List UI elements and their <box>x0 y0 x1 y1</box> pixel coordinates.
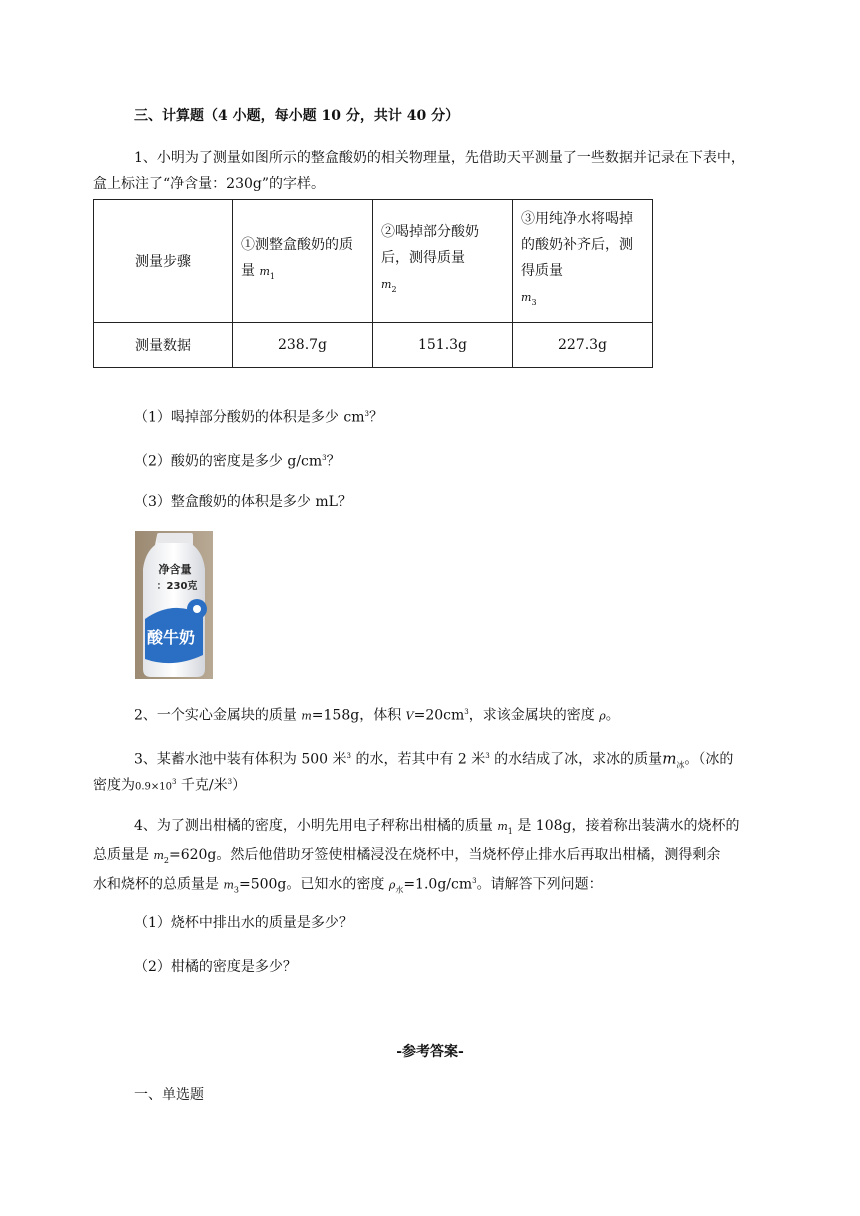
table-col3: ③用纯净水将喝掉的酸奶补齐后，测得质量 $m_3$ <box>513 200 653 323</box>
q4-line1: 4、为了测出柑橘的密度，小明先用电子秤称出柑橘的质量 $m_1$ 是 108g，接着称出装满水的烧杯的 <box>134 818 740 836</box>
q4-line2: 总质量是 $m_2=620g$。然后他借助牙签使柑橘浸没在烧杯中，当烧杯停止排水后再取出柑橘，测得剩余 <box>93 847 721 865</box>
table-row <box>94 200 653 323</box>
table-col1: ①测整盒酸奶的质量 $m_1$ <box>233 200 373 323</box>
yogurt-bottle-image <box>135 531 213 679</box>
bottle-label-1: 净含量 <box>158 563 192 576</box>
q3-line1: 3、某蓄水池中装有体积为 500 米$^3$ 的水，若其中有 2 米$^3$ 的水结成了冰，求冰的质量$m_冰$。（冰的 <box>134 749 734 770</box>
table-header-label: 测量步骤 <box>94 200 233 323</box>
table-value-1: 238.7g <box>233 323 373 368</box>
q3-line2: 密度为$0.9\times 10^3$ 千克/米$^3$） <box>93 777 247 794</box>
q2-text: 2、一个实心金属块的质量 m=158g，体积 $V=20cm^3$，求该金属块的密度 ρ。 <box>134 707 620 724</box>
q1-sub3: （3）整盒酸奶的体积是多少 mL？ <box>134 494 352 510</box>
answer-title: -参考答案- <box>396 1044 464 1060</box>
table-value-3: 227.3g <box>513 323 653 368</box>
section-title: 三、计算题（4 小题，每小题 10 分，共计 40 分） <box>134 108 460 124</box>
q1-text-line2: 盒上标注了“净含量：230g”的字样。 <box>93 176 325 192</box>
table-row <box>94 323 653 368</box>
bottle-label-2: ：230克 <box>156 581 198 592</box>
measurement-table <box>93 199 653 368</box>
q1-text-line1: 1、小明为了测量如图所示的整盒酸奶的相关物理量，先借助天平测量了一些数据并记录在下表中， <box>134 150 745 166</box>
bottle-brand: 酸牛奶 <box>146 628 196 647</box>
q1-sub2: （2）酸奶的密度是多少 $g/cm^3$？ <box>134 453 341 470</box>
answer-section: 一、单选题 <box>134 1087 204 1103</box>
q4-sub2: （2）柑橘的密度是多少？ <box>134 959 297 975</box>
table-col2: ②喝掉部分酸奶后，测得质量 $m_2$ <box>373 200 513 323</box>
q4-line3: 水和烧杯的总质量是 $m_3=500g$。已知水的密度 $\rho_水=1.0g/cm^3$。请解答下列问题： <box>93 876 603 895</box>
q1-sub1: （1）喝掉部分酸奶的体积是多少 $cm^3$？ <box>134 409 383 426</box>
table-value-2: 151.3g <box>373 323 513 368</box>
table-row-label: 测量数据 <box>94 323 233 368</box>
q4-sub1: （1）烧杯中排出水的质量是多少？ <box>134 915 353 931</box>
